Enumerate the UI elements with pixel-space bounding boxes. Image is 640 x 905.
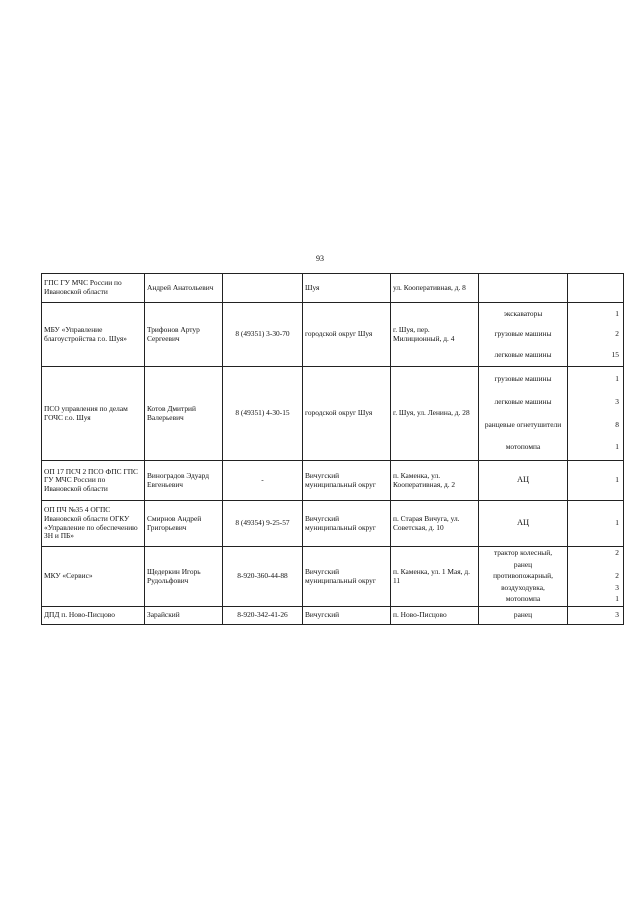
count-value: 8 bbox=[615, 419, 619, 429]
org-cell: ПСО управления по делам ГОЧС г.о. Шуя bbox=[42, 367, 145, 461]
count-cell bbox=[568, 367, 624, 461]
person-cell: Котов Дмитрий Валерьевич bbox=[145, 367, 223, 461]
address-cell: п. Старая Вичуга, ул. Советская, д. 10 bbox=[391, 501, 479, 547]
page-number: 93 bbox=[316, 254, 324, 263]
count-cell bbox=[568, 303, 624, 367]
table-row bbox=[42, 501, 624, 547]
count-value: 1 bbox=[615, 593, 619, 603]
count-value: 2 bbox=[615, 571, 619, 581]
phone-cell: 8 (49354) 9-25-57 bbox=[223, 501, 303, 547]
count-cell: 3 bbox=[568, 607, 624, 625]
territory-cell: городской округ Шуя bbox=[303, 303, 391, 367]
territory-cell: Вичугский bbox=[303, 607, 391, 625]
territory-cell: Шуя bbox=[303, 274, 391, 303]
phone-cell: - bbox=[223, 461, 303, 501]
count-cell: 1 bbox=[568, 461, 624, 501]
table-row bbox=[42, 274, 624, 303]
table-row bbox=[42, 461, 624, 501]
equipment-item: трактор колесный, bbox=[493, 548, 553, 558]
address-cell: п. Ново-Писцово bbox=[391, 607, 479, 625]
person-cell: Щедеркин Игорь Рудольфович bbox=[145, 547, 223, 607]
table-row bbox=[42, 367, 624, 461]
equipment-item: грузовые машины bbox=[494, 329, 552, 339]
count-cell bbox=[568, 547, 624, 607]
address-cell: г. Шуя, пер. Милиционный, д. 4 bbox=[391, 303, 479, 367]
count-value: 3 bbox=[615, 582, 619, 592]
equipment-item: ранцевые огнетушители bbox=[484, 419, 562, 429]
equipment-cell: ранец bbox=[479, 607, 568, 625]
equipment-cell bbox=[479, 547, 568, 607]
address-cell: ул. Кооперативная, д. 8 bbox=[391, 274, 479, 303]
equipment-item: грузовые машины bbox=[494, 374, 552, 384]
equipment-cell bbox=[479, 303, 568, 367]
equipment-cell bbox=[479, 274, 568, 303]
phone-cell: 8 (49351) 4-30-15 bbox=[223, 367, 303, 461]
person-cell: Смирнов Андрей Григорьевич bbox=[145, 501, 223, 547]
equipment-item: мотопомпа bbox=[505, 593, 541, 603]
org-cell: ГПС ГУ МЧС России по Ивановской области bbox=[42, 274, 145, 303]
phone-cell bbox=[223, 274, 303, 303]
count-value: 1 bbox=[615, 442, 619, 452]
equipment-item: воздуходувка, bbox=[501, 582, 545, 592]
address-cell: п. Каменка, ул. 1 Мая, д. 11 bbox=[391, 547, 479, 607]
territory-cell: городской округ Шуя bbox=[303, 367, 391, 461]
person-cell: Трифонов Артур Сергеевич bbox=[145, 303, 223, 367]
equipment-item: ранец bbox=[513, 559, 533, 569]
count-value: 1 bbox=[615, 308, 619, 318]
count-cell bbox=[568, 274, 624, 303]
phone-cell: 8 (49351) 3-30-70 bbox=[223, 303, 303, 367]
equipment-cell: АЦ bbox=[479, 501, 568, 547]
count-value bbox=[570, 561, 621, 570]
count-value: 2 bbox=[615, 329, 619, 339]
table-row bbox=[42, 607, 624, 625]
equipment-item: мотопомпа bbox=[505, 442, 541, 452]
count-value: 2 bbox=[615, 548, 619, 558]
person-cell: Виноградов Эдуард Евгеньевич bbox=[145, 461, 223, 501]
territory-cell: Вичугский муниципальный округ bbox=[303, 461, 391, 501]
address-cell: г. Шуя, ул. Ленина, д. 28 bbox=[391, 367, 479, 461]
equipment-item: экскаваторы bbox=[503, 308, 543, 318]
table-row bbox=[42, 303, 624, 367]
equipment-cell: АЦ bbox=[479, 461, 568, 501]
territory-cell: Вичугский муниципальный округ bbox=[303, 547, 391, 607]
territory-cell: Вичугский муниципальный округ bbox=[303, 501, 391, 547]
count-value: 3 bbox=[615, 396, 619, 406]
org-cell: ОП 17 ПСЧ 2 ПСО ФПС ГПС ГУ МЧС России по Ивановской области bbox=[42, 461, 145, 501]
equipment-item: легковые машины bbox=[494, 396, 552, 406]
count-value: 1 bbox=[615, 374, 619, 384]
count-value: 15 bbox=[611, 349, 619, 359]
equipment-cell bbox=[479, 367, 568, 461]
org-cell: ОП ПЧ №35 4 ОГПС Ивановской области ОГКУ «Управление по обеспечению ЗН и ПБ» bbox=[42, 501, 145, 547]
count-cell: 1 bbox=[568, 501, 624, 547]
phone-cell: 8-920-360-44-88 bbox=[223, 547, 303, 607]
org-cell: ДПД п. Ново-Писцово bbox=[42, 607, 145, 625]
resources-table bbox=[41, 273, 624, 625]
org-cell: МБУ «Управление благоустройства г.о. Шуя» bbox=[42, 303, 145, 367]
equipment-item: легковые машины bbox=[494, 349, 552, 359]
address-cell: п. Каменка, ул. Кооперативная, д. 2 bbox=[391, 461, 479, 501]
phone-cell: 8-920-342-41-26 bbox=[223, 607, 303, 625]
table-row bbox=[42, 547, 624, 607]
equipment-item: противопожарный, bbox=[493, 571, 553, 581]
org-cell: МКУ «Сервис» bbox=[42, 547, 145, 607]
person-cell: Зарайский bbox=[145, 607, 223, 625]
person-cell: Андрей Анатольевич bbox=[145, 274, 223, 303]
